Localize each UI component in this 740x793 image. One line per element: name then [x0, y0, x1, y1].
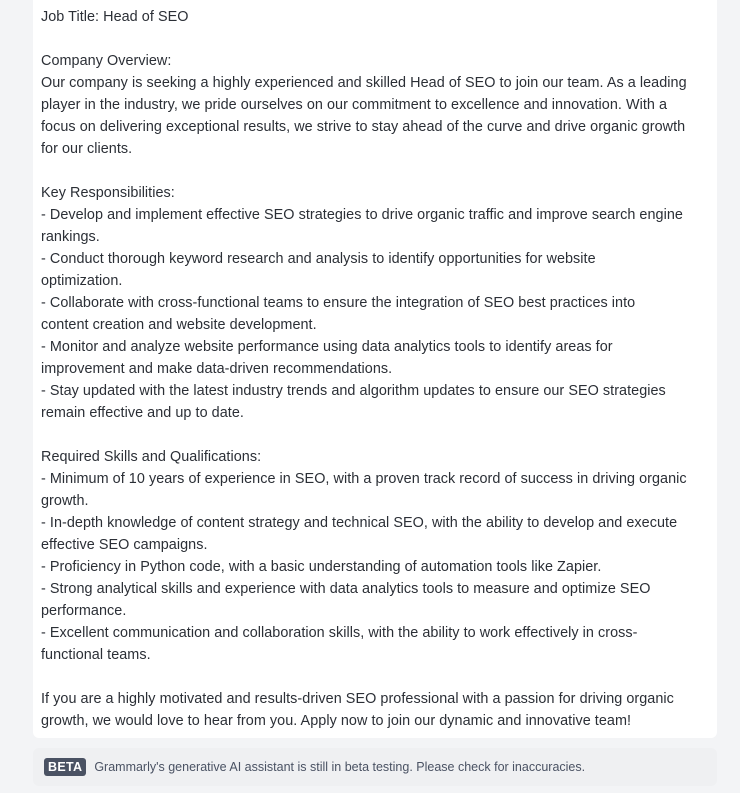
text-line: - Conduct thorough keyword research and analysis to identify opportunities for website: [41, 251, 596, 267]
text-line: optimization.: [41, 273, 123, 289]
blank-line: [41, 424, 713, 446]
beta-notice-text: Grammarly's generative AI assistant is still in beta testing. Please check for inaccuracies.: [94, 760, 586, 774]
text-line: - Excellent communication and collaboration skills, with the ability to work effectively in cross-: [41, 625, 638, 641]
text-line: growth, we would love to hear from you. Apply now to join our dynamic and innovative team!: [41, 713, 632, 729]
job-description-text: [41, 6, 713, 732]
text-line: improvement and make data-driven recommendations.: [41, 361, 393, 377]
generated-text-panel: [33, 0, 717, 738]
text-line: Job Title: Head of SEO: [41, 9, 189, 25]
text-line: content creation and website development.: [41, 317, 317, 333]
text-line: performance.: [41, 603, 127, 619]
text-line: Company Overview:: [41, 53, 172, 69]
text-line: - Collaborate with cross-functional teams to ensure the integration of SEO best practices into: [41, 295, 636, 311]
text-line: If you are a highly motivated and results-driven SEO professional with a passion for driving organic: [41, 691, 674, 707]
text-line: remain effective and up to date.: [41, 405, 244, 421]
blank-line: [41, 666, 713, 688]
blank-line: [41, 160, 713, 182]
text-line: - Monitor and analyze website performance using data analytics tools to identify areas for: [41, 339, 613, 355]
text-line: Key Responsibilities:: [41, 185, 175, 201]
text-line: - Develop and implement effective SEO strategies to drive organic traffic and improve search engine: [41, 207, 683, 223]
text-line: - Proficiency in Python code, with a basic understanding of automation tools like Zapier.: [41, 559, 602, 575]
text-line: Our company is seeking a highly experienced and skilled Head of SEO to join our team. As a leading: [41, 75, 687, 91]
text-line: focus on delivering exceptional results, we strive to stay ahead of the curve and drive organic growth: [41, 119, 686, 135]
text-line: - Minimum of 10 years of experience in SEO, with a proven track record of success in driving organic: [41, 471, 687, 487]
text-line: for our clients.: [41, 141, 133, 157]
beta-badge: BETA: [44, 758, 86, 776]
text-line: - Strong analytical skills and experience with data analytics tools to measure and optimize SEO: [41, 581, 651, 597]
text-line: growth.: [41, 493, 89, 509]
text-line: rankings.: [41, 229, 100, 245]
blank-line: [41, 28, 713, 50]
text-line: - In-depth knowledge of content strategy and technical SEO, with the ability to develop and execute: [41, 515, 678, 531]
text-line: functional teams.: [41, 647, 151, 663]
text-line: - Stay updated with the latest industry trends and algorithm updates to ensure our SEO strategies: [41, 383, 666, 399]
text-line: Required Skills and Qualifications:: [41, 449, 262, 465]
beta-notice-bar: [33, 748, 717, 786]
text-line: effective SEO campaigns.: [41, 537, 208, 553]
text-line: player in the industry, we pride ourselves on our commitment to excellence and innovation. With a: [41, 97, 668, 113]
